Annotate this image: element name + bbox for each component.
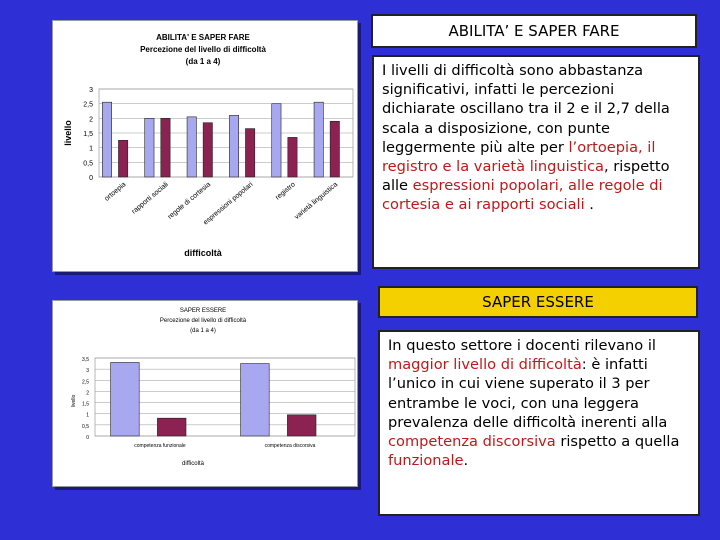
bar-primary — [314, 102, 323, 177]
chart-title: ABILITA' E SAPER FARE — [156, 33, 250, 42]
chart-saper-essere — [52, 300, 358, 487]
bar-primary — [102, 102, 111, 177]
bar-primary — [145, 118, 154, 177]
para-text: . — [584, 196, 594, 214]
chart-subtitle-range: (da 1 a 4) — [190, 328, 216, 334]
y-tick-label: 0,5 — [83, 160, 93, 168]
y-tick-label: 2,5 — [83, 101, 93, 109]
chart-title: SAPER ESSERE — [179, 308, 227, 314]
bar-secondary — [330, 121, 339, 177]
chart-subtitle: Percezione del livello di difficoltà — [140, 45, 266, 54]
y-tick-label: 1 — [86, 412, 89, 419]
chart-saper-essere-svg — [53, 301, 357, 486]
x-category-label: competenza discorsiva — [264, 443, 316, 449]
chart-xlabel: difficoltà — [182, 461, 204, 467]
x-category-label: ortoepia — [103, 181, 128, 203]
bar-primary — [229, 115, 238, 177]
bar-secondary — [161, 118, 170, 177]
bar-secondary — [157, 418, 186, 436]
bar-secondary — [245, 129, 254, 177]
x-category-label: regole di cortesia — [166, 181, 213, 221]
para-text: In questo settore i docenti rilevano il — [388, 337, 656, 354]
y-tick-label: 1,5 — [82, 401, 89, 408]
heading-abilita-saper-fare: ABILITA’ E SAPER FARE — [371, 14, 697, 48]
paragraph-saper-essere — [378, 330, 700, 516]
bar-primary — [187, 117, 196, 177]
y-tick-label: 0 — [89, 175, 93, 182]
chart-ylabel: livello — [63, 120, 73, 146]
chart-subtitle-range: (da 1 a 4) — [185, 57, 221, 66]
para-text: , rispetto alle — [382, 158, 670, 195]
y-tick-label: 3 — [86, 368, 89, 375]
y-tick-label: 3 — [89, 87, 93, 94]
x-category-label: varietà linguistica — [293, 181, 340, 222]
para-highlight: espressioni popolari, alle regole di cortesia e ai rapporti sociali — [382, 177, 663, 214]
y-tick-label: 3,5 — [82, 357, 89, 363]
para-highlight: l’ortoepia, il registro e la varietà linguistica — [382, 138, 656, 176]
y-tick-label: 0 — [86, 435, 89, 441]
para-highlight: competenza discorsiva — [388, 433, 556, 451]
x-category-label: competenza funzionale — [134, 443, 186, 449]
y-tick-label: 1,5 — [83, 131, 93, 138]
bar-secondary — [288, 137, 297, 177]
para-text: . — [463, 452, 469, 470]
bar-secondary — [287, 415, 316, 436]
para-text: I livelli di difficoltà sono abbastanza significativi, infatti le percezioni dichiarate oscillano tra il 2 e il 2,7 della scala a disposizione, con punte leggermente più alte per — [382, 62, 670, 156]
para-highlight: funzionale — [388, 452, 464, 470]
y-tick-label: 1 — [89, 145, 93, 153]
paragraph-abilita — [372, 55, 700, 269]
bar-primary — [241, 364, 270, 436]
para-text: rispetto a quella — [555, 433, 680, 451]
y-tick-label: 2 — [86, 390, 89, 397]
bar-primary — [272, 104, 281, 177]
chart-abilita-saper-fare — [52, 20, 358, 272]
chart-abilita-svg — [53, 21, 357, 271]
para-highlight: maggior livello di difficoltà — [388, 356, 582, 374]
para-text: : è infatti l’unico in cui viene superato il 3 per entrambe le voci, con una leggera prevalenza delle difficoltà inerenti alla — [388, 356, 668, 431]
x-category-label: registro — [274, 181, 297, 202]
y-tick-label: 2,5 — [82, 379, 89, 386]
bar-secondary — [118, 140, 127, 177]
bar-secondary — [203, 123, 212, 177]
y-tick-label: 2 — [89, 116, 93, 124]
chart-xlabel: difficoltà — [184, 248, 222, 258]
chart-ylabel: livello — [71, 394, 77, 408]
chart-subtitle: Percezione del livello di difficoltà — [159, 318, 247, 324]
x-category-label: espressioni popolari — [202, 181, 255, 227]
y-tick-label: 0,5 — [82, 423, 89, 430]
x-category-label: rapporti sociali — [130, 181, 170, 216]
bar-primary — [111, 362, 140, 436]
heading-saper-essere: SAPER ESSERE — [378, 286, 698, 318]
